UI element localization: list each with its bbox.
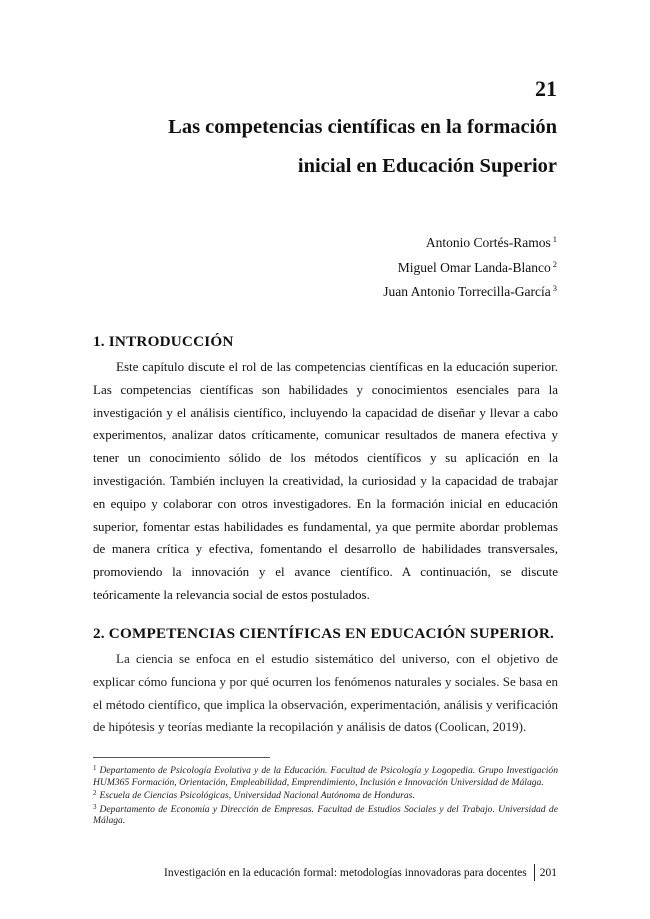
- section-heading-introduccion: 1. INTRODUCCIÓN: [93, 333, 234, 350]
- footnote-divider: [93, 757, 270, 758]
- section-body-competencias: [93, 648, 558, 739]
- footnote-text: Departamento de Economía y Dirección de Empresas. Facultad de Estudios Sociales y del Trabajo. Universidad de Málaga.: [93, 803, 558, 827]
- author-name: Antonio Cortés-Ramos: [425, 235, 551, 250]
- author-name: Juan Antonio Torrecilla-García: [383, 284, 551, 299]
- chapter-number: 21: [535, 76, 557, 101]
- footnote-text: Departamento de Psicología Evolutiva y de la Educación. Facultad de Psicología y Logopedia. Grupo Investigación HUM365 Formación, Orientación, Empleabilidad, Emprendimiento, Inclusión e Innovación Universidad de Málaga.: [93, 765, 558, 788]
- section-body-introduccion: [93, 356, 558, 607]
- footer-book-title: Investigación en la educación formal: metodologías innovadoras para docentes: [163, 866, 527, 879]
- page-number: 201: [539, 866, 557, 879]
- footnote-ref: 1: [93, 764, 97, 772]
- chapter-title-line-2: inicial en Educación Superior: [297, 155, 557, 177]
- author: [383, 229, 557, 254]
- footnote: [93, 788, 558, 802]
- footnote: [93, 763, 558, 788]
- author-list: [383, 229, 557, 303]
- footnote-ref: 3: [93, 802, 97, 811]
- paragraph: Este capítulo discute el rol de las competencias científicas en la educación superior. Las competencias científicas son habilidades y conocimientos esenciales para la investigación y el análisis científico, incluyendo la capacidad de diseñar y llevar a cabo experimentos, analizar datos críticamente, comunicar resultados de manera efectiva y tener un conocimiento sólido de los métodos científicos y su aplicación en la investigación. También incluyen la creatividad, la curiosidad y la capacidad de trabajar en equipo y colaborar con otros investigadores. En la formación inicial en educación superior, fomentar estas habilidades es fundamental, ya que permite abordar problemas de manera crítica y efectiva, fomentando el desarrollo de habilidades transversales, promoviendo la innovación y el avance científico. A continuación, se discute teóricamente la relevancia social de estos postulados.: [93, 359, 558, 602]
- author-name: Miguel Omar Landa-Blanco: [397, 259, 551, 275]
- author: [383, 254, 557, 279]
- page-footer: [164, 864, 557, 881]
- author-ref: 3: [552, 283, 557, 293]
- footnote: [93, 802, 558, 827]
- author-ref: 1: [552, 234, 557, 244]
- paragraph: La ciencia se enfoca en el estudio sistemático del universo, con el objetivo de explicar cómo funciona y por qué ocurren los fenómenos naturales y sociales. Se basa en el método científico, que implica la observación, experimentación, análisis y verificación de hipótesis y teorías mediante la recopilación y análisis de datos (Coolican, 2019).: [93, 651, 558, 735]
- footnote-text: Escuela de Ciencias Psicológicas, Universidad Nacional Autónoma de Honduras.: [99, 790, 415, 802]
- section-heading-competencias: 2. COMPETENCIAS CIENTÍFICAS EN EDUCACIÓN SUPERIOR.: [93, 625, 555, 642]
- footer-separator: [534, 864, 535, 881]
- footnotes: [93, 763, 558, 827]
- author: [383, 278, 557, 303]
- footnote-ref: 2: [93, 789, 97, 798]
- author-ref: 2: [552, 258, 557, 269]
- chapter-title-line-1: Las competencias científicas en la formación: [168, 116, 557, 138]
